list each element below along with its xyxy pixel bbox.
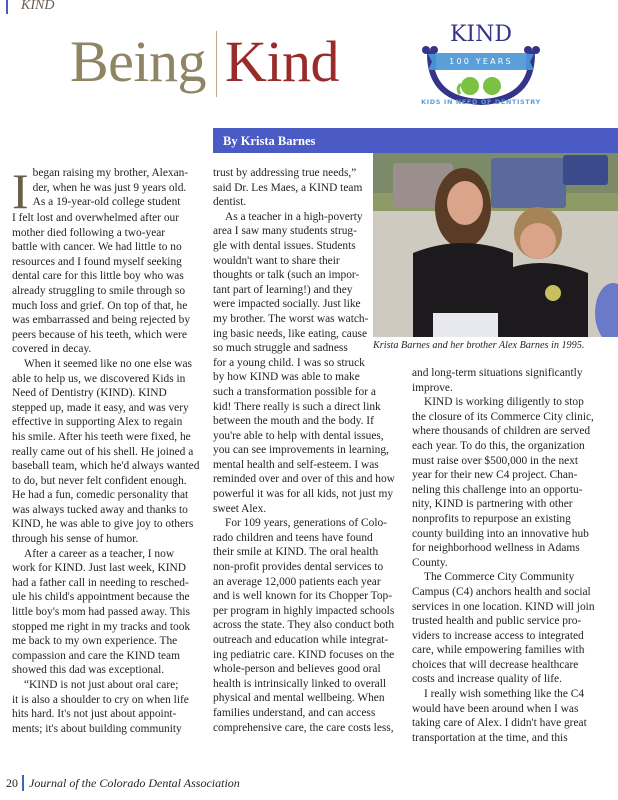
text-line: you're able to help with dental issues, [213, 429, 384, 442]
text-line: you can see improvements in learning, [213, 444, 389, 457]
text-line: nonprofits to repurpose an existing [412, 512, 571, 525]
text-line: neling this challenge into an opportu- [412, 483, 583, 496]
text-line: baseball team, which he'd always wanted [12, 460, 200, 473]
text-line: wouldn't want to share their [213, 254, 340, 267]
article-column-1 [12, 163, 200, 736]
text-line: each year. To do this, the organization [412, 439, 585, 452]
text-line: it is also a shoulder to cry on when life [12, 693, 189, 706]
text-line: much loss and grief. On top of that, he [12, 299, 188, 312]
text-line: peers because of his teeth, which were [12, 328, 187, 341]
text-line: and is well known for its Chopper Top- [213, 590, 393, 603]
text-line: whole-person and believes good oral [213, 663, 381, 676]
running-head: KIND [6, 0, 54, 14]
text-line: viders to increase access to integrated [412, 629, 584, 642]
text-line: After a career as a teacher, I now [24, 547, 175, 560]
text-line: county building into an innovative hub [412, 527, 589, 540]
text-line: outreach and education while integrat- [213, 634, 389, 646]
text-line: said Dr. Les Maes, a KIND team [213, 181, 363, 194]
text-line: across the state. They also conduct both [213, 619, 395, 632]
page-number: 20 [6, 775, 18, 790]
text-line: for a young child. I was so struck [213, 356, 365, 369]
byline-bar [213, 128, 618, 153]
text-line: began raising my brother, Alexan- [32, 167, 189, 179]
text-line: der, when he was just 9 years old. [32, 181, 187, 194]
text-line: compassion and care the KIND team [12, 649, 180, 662]
text-line: ing basic needs, like eating, cause [213, 327, 368, 340]
text-line: trusted health and public service pro- [412, 615, 582, 628]
text-line: mental health and self-esteem. I was [213, 458, 379, 471]
text-line: and long-term situations significantly [412, 367, 583, 379]
text-line: trust by addressing true needs,” [213, 167, 357, 179]
logo-tagline: KIDS IN NEED OF DENTISTRY [421, 98, 541, 106]
text-line: sweet Alex. [213, 502, 267, 515]
text-line: was always tucked away and thanks to [12, 503, 188, 516]
text-line: resources and I found myself seeking [12, 255, 182, 268]
text-line: where thousands of children are served [412, 425, 591, 438]
text-line: ing pediatric care. KIND focuses on the [213, 648, 395, 661]
text-line: must raise over $500,000 in the next [412, 454, 579, 467]
text-line: For 109 years, generations of Colo- [225, 517, 387, 530]
text-line: “KIND is not just about oral care; [24, 679, 179, 691]
text-line: KIND, he was able to give joy to others [12, 518, 194, 531]
text-line: care, while empowering families with [412, 644, 585, 657]
text-line: work for KIND. Just last week, KIND [12, 562, 186, 575]
title-kind: Kind [225, 29, 340, 94]
text-line: effective in supporting Alex to regain [12, 416, 183, 429]
text-line: thoughts or talk (such an impor- [213, 269, 360, 282]
byline: By Krista Barnes [223, 134, 316, 148]
text-line: an average 12,000 patients each year [213, 575, 381, 588]
photo-image [373, 153, 618, 337]
text-line: I felt lost and overwhelmed after our [12, 212, 179, 224]
text-line: already struggling to smile through so [12, 284, 186, 297]
text-line: really came out of his shell. He joined a [12, 445, 194, 458]
logo-word: KIND [449, 22, 512, 47]
journal-name: Journal of the Colorado Dental Association [29, 775, 240, 790]
text-line: services in one location. KIND will join [412, 600, 595, 613]
text-line: so much struggle and sadness [213, 342, 348, 355]
text-line: KIND is working diligently to stop [424, 396, 584, 409]
text-line: health is intrinsically linked to overall [213, 677, 387, 690]
page-footer [6, 775, 240, 791]
drop-cap: I [12, 163, 29, 219]
text-line: physical and mental wellbeing. When [213, 692, 385, 705]
text-line: When it seemed like no one else was [24, 357, 192, 370]
text-line: ule his child's appointment because the [12, 591, 190, 604]
text-line: comprehensive care, the care costs less, [213, 721, 394, 734]
text-line: the closure of its Commerce City clinic, [412, 410, 594, 423]
text-line: families understand, and can access [213, 706, 376, 719]
text-line: nity, KIND is partnering with other [412, 498, 573, 511]
text-line: showed this dad was exceptional. [12, 664, 165, 677]
text-line: little boy's mom had passed away. This [12, 606, 190, 619]
text-line: gle with dental issues. Students [213, 239, 356, 252]
photo-caption: Krista Barnes and her brother Alex Barnes in 1995. [373, 340, 585, 351]
text-line: rado children and teens have found [213, 531, 373, 544]
text-line: tant part of learning!) and they [213, 283, 353, 296]
text-line: mother died following a two-year [12, 226, 166, 239]
article-column-3 [412, 366, 602, 745]
logo-banner: 100 YEARS [449, 57, 513, 66]
text-line: reminded over and over of this and how [213, 473, 395, 486]
text-line: costs and increase quality of life. [412, 673, 562, 686]
text-line: their smile at KIND. The oral health [213, 546, 379, 559]
text-line: area I saw many students strug- [213, 225, 357, 238]
article-title [70, 22, 339, 102]
text-line: per program in highly impacted schools [213, 604, 395, 617]
text-line: for neighborhood wellness in Adams [412, 542, 580, 555]
text-line: County. [412, 556, 448, 569]
title-divider [216, 31, 217, 97]
text-line: I really wish something like the C4 [424, 688, 585, 701]
text-line: dental care for this little boy who was [12, 270, 184, 283]
footer-rule [22, 775, 24, 791]
text-line: were impacted socially. Just like [213, 298, 361, 311]
text-line: He had a fun, comedic personality that [12, 489, 189, 502]
text-line: choices that will decrease healthcare [412, 658, 579, 671]
text-line: would have been around when I was [412, 702, 579, 715]
text-line: Campus (C4) anchors health and social [412, 585, 591, 598]
text-line: had a father call in needing to resched- [12, 576, 189, 589]
text-line: me back to my own experience. The [12, 635, 178, 648]
text-line: dentist. [213, 196, 247, 209]
text-line: taking care of Alex. I didn't have great [412, 717, 587, 730]
text-line: through his sense of humor. [12, 533, 139, 546]
text-line: hits hard. It's not just about appoint- [12, 708, 177, 721]
text-line: year for their new C4 project. Chan- [412, 469, 578, 482]
kind-logo [408, 24, 554, 116]
article-column-2 [213, 166, 393, 735]
text-line: non-profit provides dental services to [213, 561, 384, 574]
text-line: stepped up, made it easy, and was very [12, 401, 189, 414]
text-line: battle with cancer. We had little to no [12, 241, 182, 254]
text-line: As a 19-year-old college student [32, 196, 181, 209]
text-line: Need of Dentistry (KIND). KIND [12, 387, 167, 400]
text-line: such a transformation possible for a [213, 385, 376, 398]
text-line: was embarrassed and being rejected by [12, 314, 191, 327]
text-line: able to help us, we discovered Kids in [12, 372, 186, 385]
text-line: my brother. The worst was watch- [213, 312, 369, 325]
article-photo [373, 153, 618, 337]
text-line: to do, but never felt confident enough. [12, 474, 187, 487]
text-line: kid! There really is such a direct link [213, 400, 381, 413]
text-line: covered in decay. [12, 343, 92, 356]
text-line: stopped me right in my tracks and took [12, 620, 191, 633]
text-line: The Commerce City Community [424, 571, 575, 584]
text-line: his smile. After his teeth were fixed, he [12, 430, 191, 443]
text-line: between the mouth and the body. If [213, 415, 374, 428]
title-being: Being [70, 29, 207, 94]
text-line: improve. [412, 381, 453, 394]
text-line: ments; it's about building community [12, 722, 182, 735]
text-line: powerful it was for all kids, not just my [213, 488, 394, 501]
text-line: by how KIND was able to make [213, 371, 360, 384]
text-line: transportation at the time, and this [412, 731, 568, 744]
text-line: As a teacher in a high-poverty [225, 210, 363, 223]
